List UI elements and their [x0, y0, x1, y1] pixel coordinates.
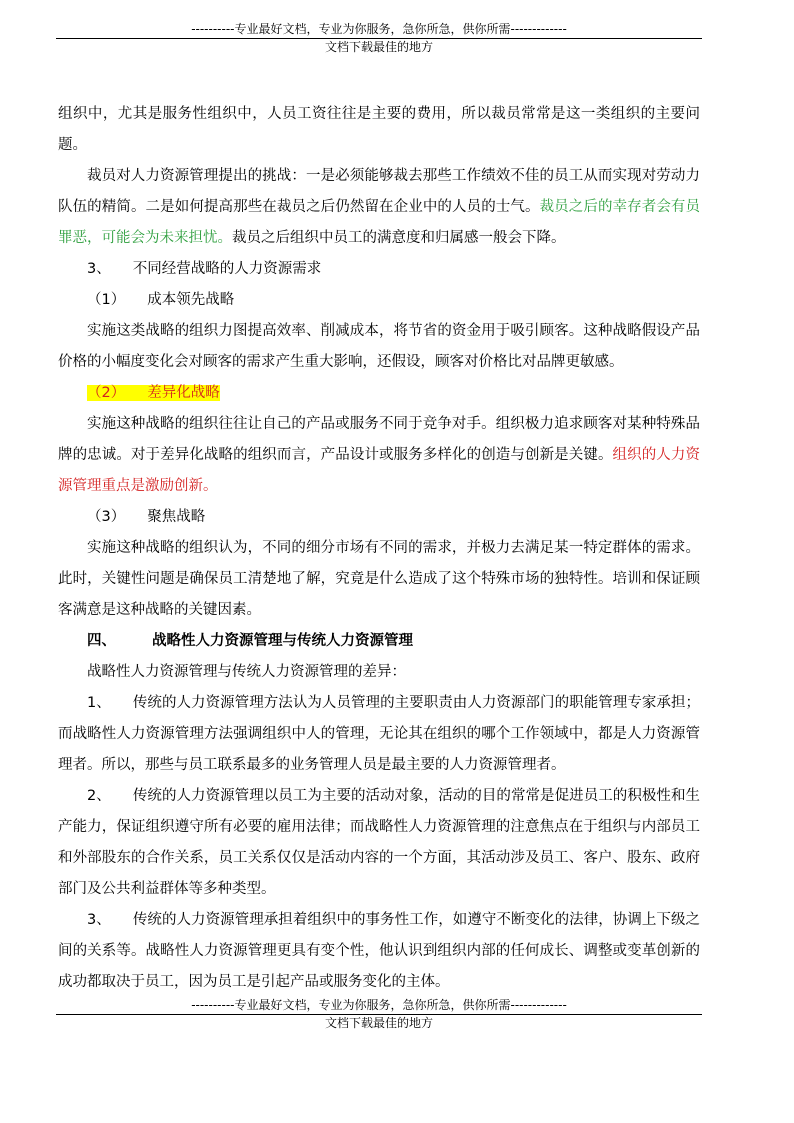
paragraph-differentiation	[58, 409, 700, 502]
header-rule	[56, 38, 702, 39]
subsection-cost-leadership-heading	[58, 285, 700, 316]
paragraph-cost-leadership: 实施这类战略的组织力图提高效率、削减成本，将节省的资金用于吸引顾客。这种战略假设产品价格的小幅度变化会对顾客的需求产生重大影响，还假设，顾客对价格比对品牌更敏感。	[58, 323, 700, 370]
section-3-title: 不同经营战略的人力资源需求	[132, 261, 322, 277]
header-subtitle: 文档下载最佳的地方	[324, 40, 433, 54]
section-4-heading	[58, 626, 700, 657]
list-item-2-number: 2、	[87, 788, 111, 804]
footer-rule	[56, 1014, 702, 1015]
page-header	[56, 22, 702, 54]
subsection-2-highlight	[87, 385, 220, 401]
differentiation-highlight: 组织的人力资源管理重点是激励创新。	[58, 447, 700, 494]
paragraph-layoff-challenge	[58, 161, 700, 254]
list-item-1-text: 传统的人力资源管理方法认为人员管理的主要职责由人力资源部门的职能管理专家承担；而战略性人力资源管理方法强调组织中人的管理，无论其在组织的哪个工作领域中，都是人力资源管理者。所以，那些与员工联系最多的业务管理人员是最主要的人力资源管理者。	[58, 695, 700, 773]
list-item-1-number: 1、	[87, 695, 111, 711]
section-3-heading	[58, 254, 700, 285]
paragraph-differences-intro: 战略性人力资源管理与传统人力资源管理的差异：	[87, 664, 406, 680]
section-4-title: 战略性人力资源管理与传统人力资源管理	[152, 633, 413, 649]
subsection-2-number: （2）	[87, 385, 126, 401]
paragraph-focus: 实施这种战略的组织认为，不同的细分市场有不同的需求，并极力去满足某一特定群体的需求。此时，关键性问题是确保员工清楚地了解，究竟是什么造成了这个特殊市场的独特性。培训和保证顾客满意是这种战略的关键因素。	[58, 540, 700, 618]
subsection-1-number: （1）	[87, 292, 126, 308]
list-item-3-number: 3、	[87, 912, 111, 928]
header-tagline: ----------专业最好文档，专业为你服务，急你所急，供你所需-------------	[191, 22, 567, 36]
document-body	[58, 99, 700, 998]
list-item-2-text: 传统的人力资源管理以员工为主要的活动对象，活动的目的常常是促进员工的积极性和生产能力，保证组织遵守所有必要的雇用法律；而战略性人力资源管理的注意焦点在于组织与内部员工和外部股东的合作关系，员工关系仅仅是活动内容的一个方面，其活动涉及员工、客户、股东、政府部门及公共利益群体等多种类型。	[58, 788, 700, 897]
footer-tagline: ----------专业最好文档，专业为你服务，急你所急，供你所需-------------	[191, 998, 567, 1012]
list-item-2	[58, 781, 700, 905]
list-item-1	[58, 688, 700, 781]
section-4-number: 四、	[87, 633, 116, 649]
subsection-focus-heading	[58, 502, 700, 533]
paragraph-layoff-cost: 组织中，尤其是服务性组织中，人员工资往往是主要的费用，所以裁员常常是这一类组织的主要问题。	[58, 106, 700, 153]
footer-subtitle: 文档下载最佳的地方	[324, 1016, 433, 1030]
layoff-satisfaction-text: 裁员之后组织中员工的满意度和归属感一般会下降。	[232, 230, 566, 246]
subsection-3-title: 聚焦战略	[147, 509, 206, 525]
layoff-survivor-highlight: 裁员之后的幸存者会有员罪恶，可能会为未来担忧。	[58, 199, 701, 246]
subsection-1-title: 成本领先战略	[147, 292, 235, 308]
list-item-3-text: 传统的人力资源管理承担着组织中的事务性工作，如遵守不断变化的法律，协调上下级之间的关系等。战略性人力资源管理更具有变个性，他认识到组织内部的任何成长、调整或变革创新的成功都取决于员工，因为员工是引起产品或服务变化的主体。	[58, 912, 700, 990]
section-3-number: 3、	[87, 261, 111, 277]
list-item-3	[58, 905, 700, 998]
subsection-differentiation-heading	[58, 378, 700, 409]
subsection-2-title: 差异化战略	[147, 385, 220, 401]
subsection-3-number: （3）	[87, 509, 126, 525]
differentiation-text: 实施这种战略的组织往往让自己的产品或服务不同于竞争对手。组织极力追求顾客对某种特殊品牌的忠诚。对于差异化战略的组织而言，产品设计或服务多样化的创造与创新是关键。	[58, 416, 700, 463]
page-footer	[56, 998, 702, 1030]
layoff-challenge-text: 裁员对人力资源管理提出的挑战：一是必须能够裁去那些工作绩效不佳的员工从而实现对劳动力队伍的精简。二是如何提高那些在裁员之后仍然留在企业中的人员的士气。	[58, 168, 700, 215]
